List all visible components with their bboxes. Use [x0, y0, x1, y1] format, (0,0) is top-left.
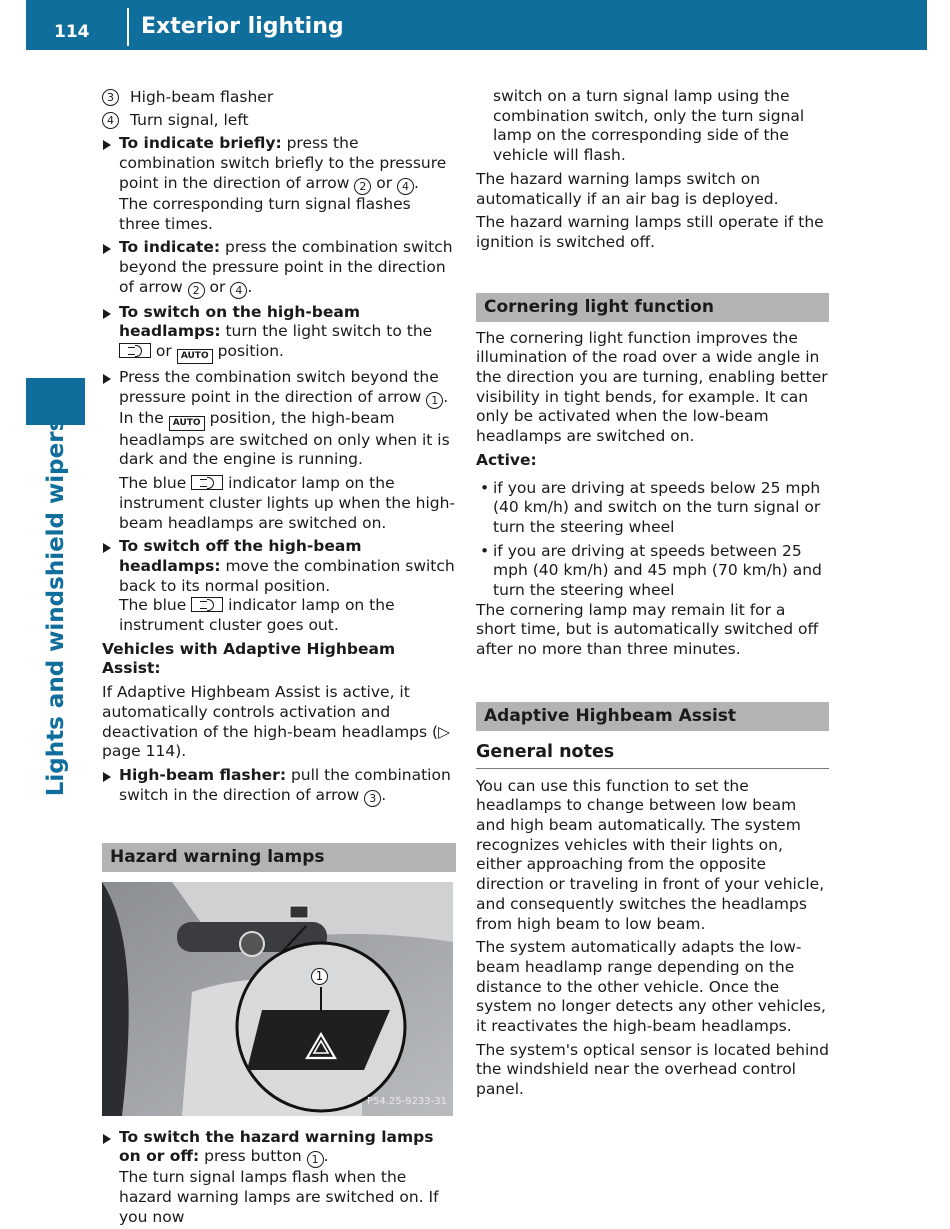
- step-arrow-icon: [103, 1134, 111, 1144]
- vehicles-heading: Vehicles with Adaptive Highbeam Assist:: [102, 639, 396, 678]
- left-column: [102, 88, 456, 1228]
- step-arrow-icon: [103, 772, 111, 782]
- callout-number-icon: 4: [397, 178, 414, 195]
- chapter-side-label: Lights and windshield wipers: [43, 417, 69, 797]
- instruction-step: To indicate: press the combination switch beyond the pressure point in the direction of arrow 2 or 4 .: [102, 238, 456, 298]
- vehicles-text: If Adaptive Highbeam Assist is active, it automatically controls activation and deactivation of the high-beam headlamps (▷ page 114).: [102, 683, 450, 761]
- legend-text: Turn signal, left: [130, 110, 249, 129]
- high-beam-icon: [191, 597, 223, 612]
- auto-light-icon: AUTO: [169, 416, 205, 431]
- bullet-icon: •: [480, 541, 490, 560]
- general-notes-text: You can use this function to set the headlamps to change between low beam and high beam automatically. The system recognizes vehicles with their lights on, either approaching from the opposite direction or traveling in front of your vehicle, and consequently switches the headlamps from high beam to low beam.: [476, 776, 825, 933]
- hazard-button-photo: [102, 882, 453, 1116]
- list-item: • if you are driving at speeds between 25 mph (40 km/h) and 45 mph (70 km/h) and turn the steering wheel: [480, 541, 822, 600]
- list-item: • if you are driving at speeds below 25 mph (40 km/h) and switch on the turn signal or turn the steering wheel: [480, 478, 821, 536]
- instruction-step: To switch off the high-beam headlamps: move the combination switch back to its normal position. The blue indicator lamp on the instrument cluster goes out.: [102, 537, 456, 636]
- auto-light-icon: AUTO: [177, 349, 213, 364]
- callout-number-icon: 2: [354, 178, 371, 195]
- page-header: [26, 0, 927, 50]
- instruction-step: To switch the hazard warning lamps on or off: press button 1 . The turn signal lamps flash when the hazard warning lamps are switched on. If you now: [102, 1128, 456, 1228]
- step-arrow-icon: [103, 140, 111, 150]
- callout-number-icon: 3: [364, 790, 381, 807]
- legend-text: High-beam flasher: [130, 88, 274, 106]
- high-beam-icon: [119, 343, 151, 358]
- page-number: 114: [54, 22, 90, 42]
- header-divider: [127, 8, 129, 46]
- ahb-section-heading: Adaptive Highbeam Assist: [476, 702, 829, 731]
- hazard-airbag-text: The hazard warning lamps switch on automatically if an air bag is deployed.: [476, 169, 779, 208]
- instruction-step: To indicate briefly: press the combination switch briefly to the pressure point in the direction of arrow 2 or 4 . The corresponding turn signal flashes three times.: [102, 134, 456, 234]
- cornering-section-heading: Cornering light function: [476, 293, 829, 322]
- general-notes-heading: General notes: [476, 743, 829, 769]
- legend-item: [102, 111, 456, 131]
- callout-number-icon: 4: [230, 282, 247, 299]
- cornering-text: The cornering light function improves the illumination of the road over a wide angle in the direction you are turning, enabling better visibility in tight bends, for example. It can only be activated when the low-beam headlamps are switched on.: [476, 328, 828, 446]
- callout-number-icon: 4: [102, 112, 119, 129]
- right-column: [476, 87, 829, 1100]
- step-arrow-icon: [103, 309, 111, 319]
- callout-number-icon: 3: [102, 89, 119, 106]
- active-label: Active:: [476, 450, 537, 469]
- page-title: Exterior lighting: [141, 14, 344, 39]
- instruction-step: Press the combination switch beyond the pressure point in the direction of arrow 1 . In the AUTO position, the high-beam headlamps are switched on only when it is dark and the engine is running. The blue indicator lamp on the instrument cluster lights up when the high-beam headlamps are switched on.: [102, 368, 456, 533]
- callout-number-icon: 1: [307, 1151, 324, 1168]
- step-arrow-icon: [103, 244, 111, 254]
- step-arrow-icon: [103, 543, 111, 553]
- image-callout-1: 1: [311, 968, 328, 985]
- instruction-step: High-beam flasher: pull the combination switch in the direction of arrow 3 .: [102, 766, 456, 807]
- continued-text: switch on a turn signal lamp using the combination switch, only the turn signal lamp on the corresponding side of the vehicle will flash.: [493, 87, 805, 165]
- callout-number-icon: 2: [188, 282, 205, 299]
- cornering-after-text: The cornering lamp may remain lit for a short time, but is automatically switched off after no more than three minutes.: [476, 600, 819, 659]
- hazard-ignition-text: The hazard warning lamps still operate if the ignition is switched off.: [476, 213, 824, 251]
- step-arrow-icon: [103, 374, 111, 384]
- instruction-step: To switch on the high-beam headlamps: turn the light switch to the or AUTO position.: [102, 303, 456, 364]
- image-reference-code: P54.25-9233-31: [366, 1095, 447, 1107]
- hazard-section-heading: Hazard warning lamps: [102, 843, 456, 872]
- legend-item: [102, 88, 456, 108]
- bullet-icon: •: [480, 478, 490, 497]
- general-notes-text: The system's optical sensor is located behind the windshield near the overhead control panel.: [476, 1040, 829, 1099]
- callout-number-icon: 1: [426, 392, 443, 409]
- high-beam-icon: [191, 475, 223, 490]
- general-notes-text: The system automatically adapts the low-beam headlamp range depending on the distance to the other vehicle. Once the system no longer detects any other vehicles, it reactivates the high-beam headlamps.: [476, 938, 826, 1036]
